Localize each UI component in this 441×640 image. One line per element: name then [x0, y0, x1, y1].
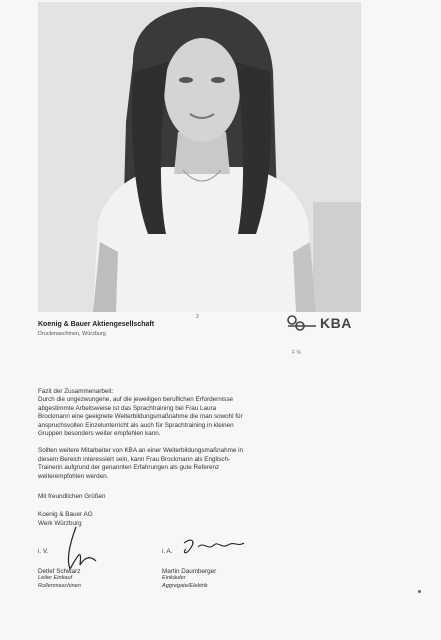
body-paragraph-1-line-3: Brockmann eine geeignete Weiterbildungsmaßnahme die man sowohl für — [38, 413, 243, 421]
company-subtitle: Druckmaschinen, Würzburg — [38, 331, 106, 337]
body-heading: Fazit der Zusammenarbeit: — [38, 388, 114, 395]
portrait-photo — [38, 2, 361, 312]
stray-mark: F % — [292, 350, 301, 356]
body-paragraph-1-line-4: anspruchsvollen Einzelunterricht als auch für Sprachtraining in kleinen — [38, 421, 234, 429]
body-paragraph-1-line-5: Gruppen besonders weiter empfehlen kann. — [38, 430, 161, 438]
company-name: Koenig & Bauer Aktiengesellschaft — [38, 321, 155, 328]
body-paragraph-2-line-4: weiterempfohlen werden. — [38, 472, 109, 480]
letter-body — [38, 388, 308, 481]
signature-1-prefix: i. V. — [38, 548, 49, 555]
signature-1-role-1: Leiter Einkauf — [38, 575, 73, 581]
closing-company-line-1: Koenig & Bauer AG — [38, 511, 93, 518]
closing-company-line-2: Werk Würzburg — [38, 520, 82, 527]
signature-2-name: Martin Daumberger — [162, 567, 217, 575]
signature-2-role-2: Aggregate/Elektrik — [162, 582, 208, 589]
body-paragraph-2-line-1: Sollten weitere Mitarbeiter von KBA an einer Weiterbildungsmaßnahme in — [38, 447, 243, 455]
body-paragraph-2-line-3: Trainerin aufgrund der genannten Erfahrungen als gute Referenz — [38, 464, 220, 472]
body-paragraph-2-line-2: diesem Bereich interessiert sein, kann Frau Brockmann als Englisch- — [38, 455, 231, 463]
body-paragraph-1-line-2: abgestimmte Arbeitsweise ist das Sprachtraining bei Frau Laura — [38, 404, 217, 412]
signature-1-role-2: Rollenmaschinen — [38, 582, 81, 589]
page-mark: 2 — [196, 314, 199, 320]
signature-2-role-1: Einkäufer — [162, 575, 186, 581]
signature-block-1 — [38, 548, 81, 590]
body-paragraph-1-line-1: Durch die ungezwungene, auf die jeweiligen beruflichen Erfordernisse — [38, 396, 233, 404]
closing-greeting: Mit freundlichen Grüßen — [38, 493, 106, 500]
signature-2-prefix: i. A. — [162, 548, 173, 555]
speck-mark — [418, 590, 421, 593]
kba-logo-text: KBA — [320, 315, 352, 331]
signature-block-2 — [162, 548, 216, 590]
signature-1-name: Detlef Schwarz — [38, 567, 81, 575]
